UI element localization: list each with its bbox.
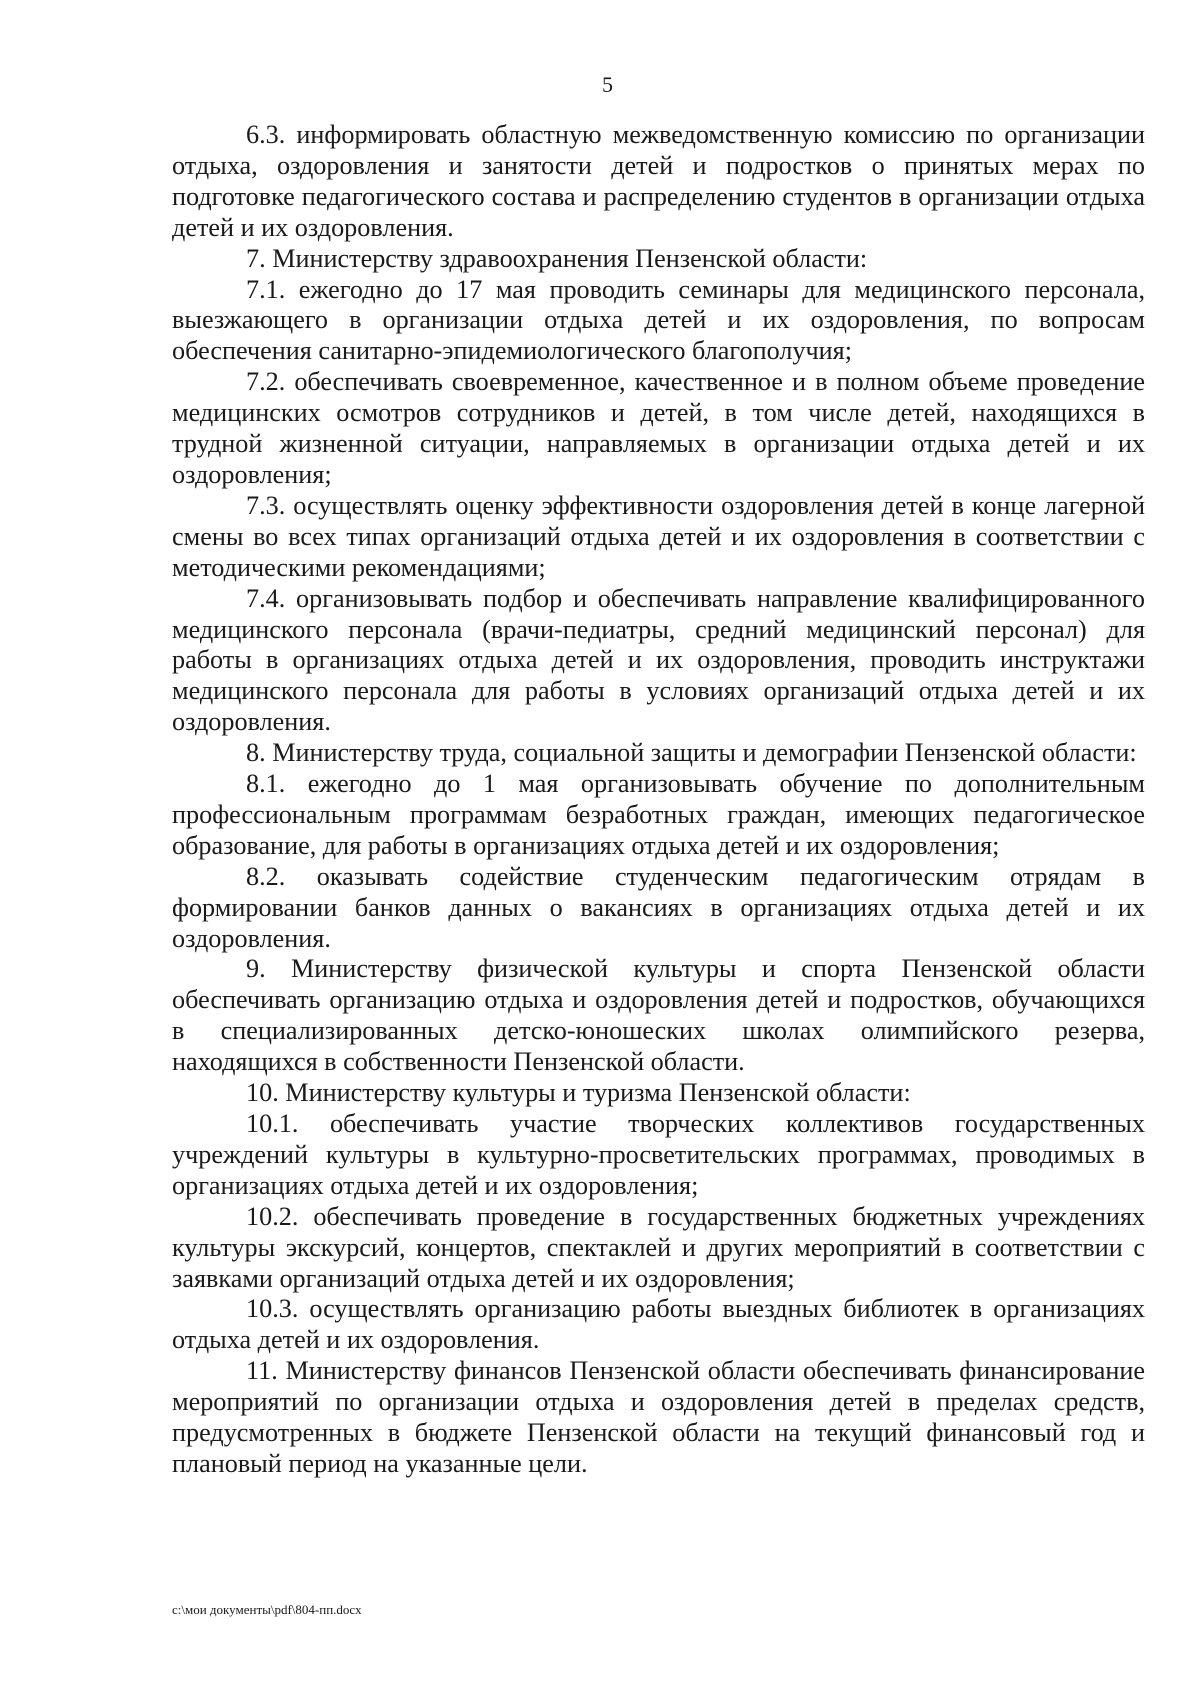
footer-file-path: c:\мои документы\pdf\804-пп.docx [172,1602,362,1617]
paragraph-10-1: 10.1. обеспечивать участие творческих коллективов государственных учреждений культуры в культурно-просветительских программах, проводимых в организациях отдыха детей и их оздоровления; [172,1109,1145,1200]
paragraph-11: 11. Министерству финансов Пензенской области обеспечивать финансирование мероприятий по организации отдыха и оздоровления детей в пределах средств, предусмотренных в бюджете Пензенской области на текущий финансовый год и плановый период на указанные цели. [172,1356,1145,1478]
paragraph-7: 7. Министерству здравоохранения Пензенской области: [246,243,868,273]
document-body [172,120,1145,1480]
paragraph-7-1: 7.1. ежегодно до 17 мая проводить семинары для медицинского персонала, выезжающего в организации отдыха детей и их оздоровления, по вопросам обеспечения санитарно-эпидемиологического благополучия; [172,274,1145,366]
paragraph-7-4: 7.4. организовывать подбор и обеспечивать направление квалифицированного медицинского персонала (врачи-педиатры, средний медицинский персонал) для работы в организациях отдыха детей и их оздоровления, проводить инструктажи медицинского персонала для работы в условиях организаций отдыха детей и их оздоровления. [172,583,1145,737]
paragraph-9: 9. Министерству физической культуры и спорта Пензенской области обеспечивать организацию отдыха и оздоровления детей и подростков, обучающихся в специализированных детско-юношеских школах олимпийского резерва, находящихся в собственности Пензенской области. [172,954,1145,1077]
paragraph-7-3: 7.3. осуществлять оценку эффективности оздоровления детей в конце лагерной смены во всех типах организаций отдыха детей и их оздоровления в соответствии с методическими рекомендациями; [172,490,1145,582]
paragraph-10-2: 10.2. обеспечивать проведение в государственных бюджетных учреждениях культуры экскурсий, концертов, спектаклей и других мероприятий в соответствии с заявками организаций отдыха детей и их оздоровления; [172,1201,1145,1293]
paragraph-6-3: 6.3. информировать областную межведомственную комиссию по организации отдыха, оздоровления и занятости детей и подростков о принятых мерах по подготовке педагогического состава и распределению студентов в организации отдыха детей и их оздоровления. [172,120,1145,242]
paragraph-10: 10. Министерству культуры и туризма Пензенской области: [246,1078,911,1108]
paragraph-8: 8. Министерству труда, социальной защиты и демографии Пензенской области: [246,738,1137,768]
page-number: 5 [602,72,613,97]
paragraph-7-2: 7.2. обеспечивать своевременное, качественное и в полном объеме проведение медицинских осмотров сотрудников и детей, в том числе детей, находящихся в трудной жизненной ситуации, направляемых в организации отдыха детей и их оздоровления; [172,367,1145,489]
paragraph-8-2: 8.2. оказывать содействие студенческим педагогическим отрядам в формировании банков данных о вакансиях в организациях отдыха детей и их оздоровления. [172,861,1145,953]
paragraph-10-3: 10.3. осуществлять организацию работы выездных библиотек в организациях отдыха детей и их оздоровления. [172,1294,1145,1355]
paragraph-8-1: 8.1. ежегодно до 1 мая организовывать обучение по дополнительным профессиональным программам безработных граждан, имеющих педагогическое образование, для работы в организациях отдыха детей и их оздоровления; [172,769,1145,860]
